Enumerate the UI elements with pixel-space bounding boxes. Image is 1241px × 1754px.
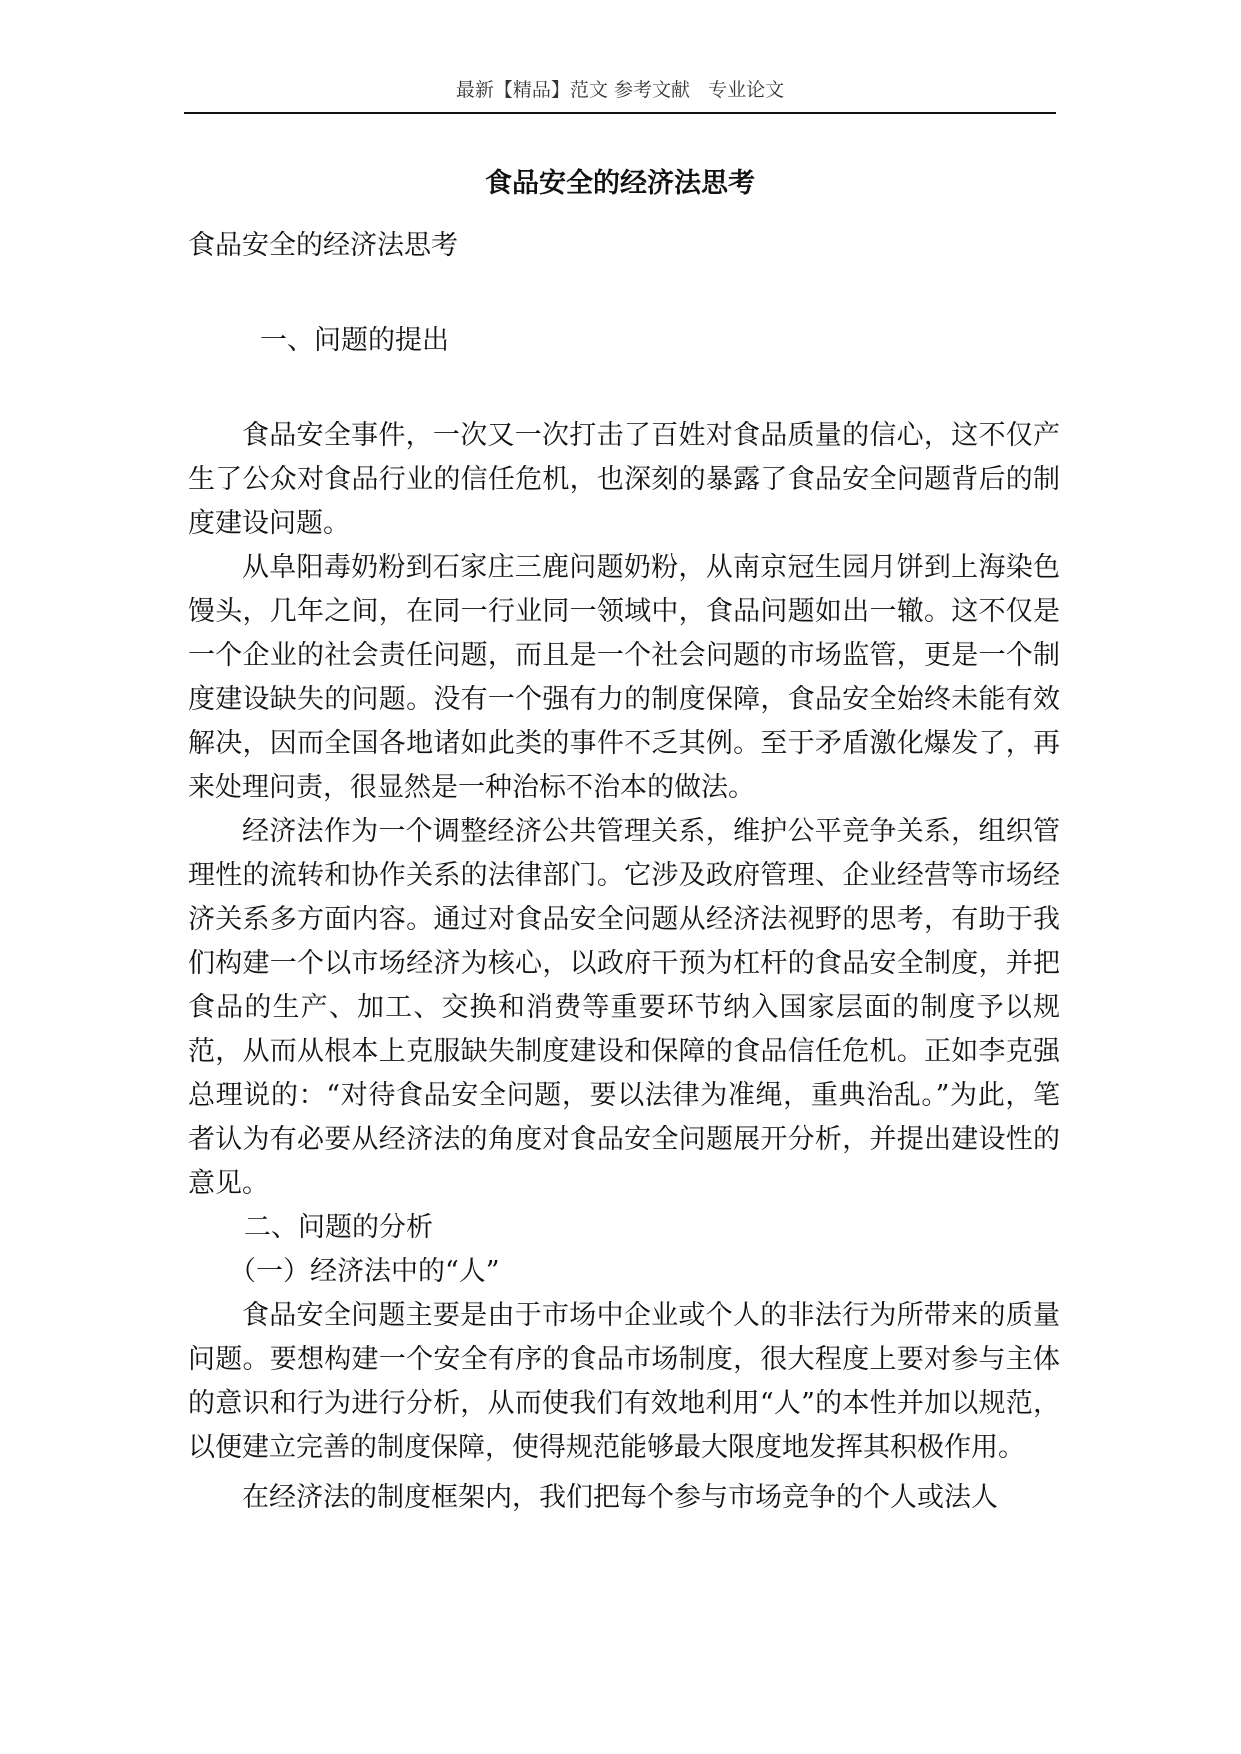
section-heading-1: 一、问题的提出 [260,325,449,356]
paragraph: 在经济法的制度框架内，我们把每个参与市场竞争的个人或法人 [242,1482,998,1513]
paragraph: 从阜阳毒奶粉到石家庄三鹿问题奶粉，从南京冠生园月饼到上海染色馒头，几年之间，在同一行业同一领域中，食品问题如出一辙。这不仅是一个企业的社会责任问题，而且是一个社会问题的市场监管，更是一个制度建设缺失的问题。没有一个强有力的制度保障，食品安全始终未能有效解决，因而全国各地诸如此类的事件不乏其例。至于矛盾激化爆发了，再来处理问责，很显然是一种治标不治本的做法。 [188,552,1060,803]
document-title: 食品安全的经济法思考 [485,168,755,199]
document-subtitle: 食品安全的经济法思考 [188,230,458,261]
page-header: 最新【精品】范文 参考文献 专业论文 [455,79,785,101]
paragraph: 食品安全问题主要是由于市场中企业或个人的非法行为所带来的质量问题。要想构建一个安全有序的食品市场制度，很大程度上要对参与主体的意识和行为进行分析，从而使我们有效地利用“人”的本性并加以规范，以便建立完善的制度保障，使得规范能够最大限度地发挥其积极作用。 [188,1300,1060,1463]
subsection-heading-1: （一）经济法中的“人” [229,1256,500,1287]
paragraph: 食品安全事件，一次又一次打击了百姓对食品质量的信心，这不仅产生了公众对食品行业的信任危机，也深刻的暴露了食品安全问题背后的制度建设问题。 [188,420,1060,539]
document-body [188,224,1060,1520]
paragraph: 经济法作为一个调整经济公共管理关系，维护公平竞争关系，组织管理性的流转和协作关系的法律部门。它涉及政府管理、企业经营等市场经济关系多方面内容。通过对食品安全问题从经济法视野的思考，有助于我们构建一个以市场经济为核心，以政府干预为杠杆的食品安全制度，并把食品的生产、加工、交换和消费等重要环节纳入国家层面的制度予以规范，从而从根本上克服缺失制度建设和保障的食品信任危机。正如李克强总理说的：“对待食品安全问题，要以法律为准绳，重典治乱。”为此，笔者认为有必要从经济法的角度对食品安全问题展开分析，并提出建设性的意见。 [188,816,1060,1199]
header-divider [184,112,1056,114]
section-heading-2: 二、问题的分析 [244,1212,433,1243]
